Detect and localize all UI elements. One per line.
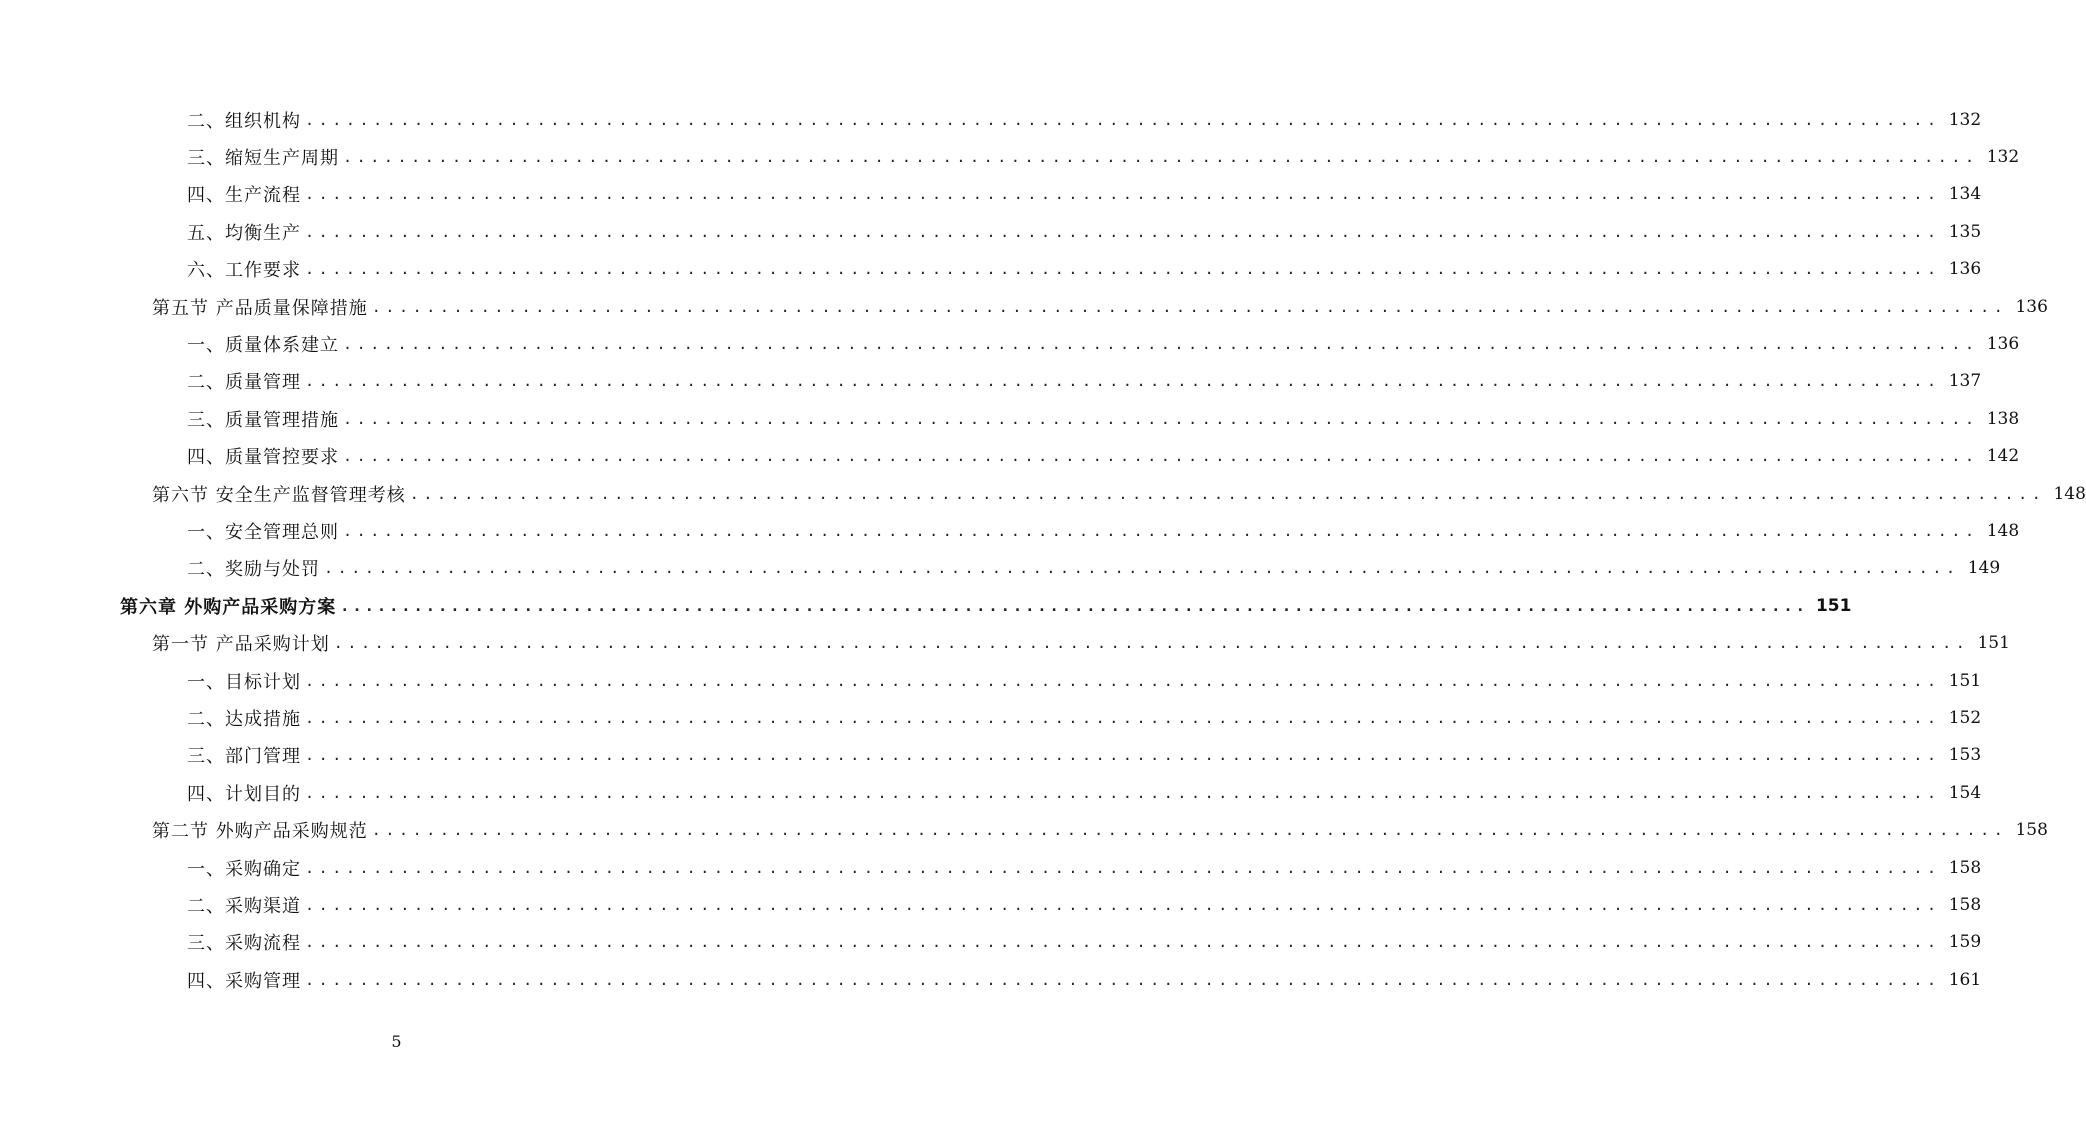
toc-leader-dots: ........................................................................................................................ [333, 634, 1970, 653]
toc-subsection-entry[interactable] [0, 961, 1982, 998]
toc-leader-dots: ........................................................................................................................ [305, 970, 1941, 989]
toc-leader-dots: ........................................................................................................................ [305, 671, 1941, 690]
page-number: 5 [391, 1032, 402, 1051]
toc-leader-dots: ........................................................................................................................ [305, 222, 1941, 241]
toc-entry-label: 二、奖励与处罚 [187, 559, 320, 581]
toc-entry-page: 153 [1948, 745, 1982, 766]
toc-entry-page: 136 [1986, 334, 2020, 355]
toc-leader-dots: ........................................................................................................................ [343, 447, 1979, 466]
toc-subsection-entry[interactable] [0, 213, 1982, 250]
toc-entry-page: 134 [1948, 184, 1982, 205]
toc-section-entry[interactable] [0, 811, 2048, 848]
toc-leader-dots: ........................................................................................................................ [409, 484, 2046, 503]
toc-leader-dots: ........................................................................................................................ [305, 933, 1941, 952]
toc-entry-label: 一、安全管理总则 [187, 521, 339, 543]
toc-subsection-entry[interactable] [0, 138, 2020, 175]
toc-entry-page: 151 [1815, 595, 1852, 616]
toc-entry-page: 138 [1986, 408, 2020, 429]
toc-leader-dots: ........................................................................................................................ [305, 260, 1941, 279]
toc-leader-dots: ........................................................................................................................ [305, 746, 1941, 765]
toc-leader-dots: ........................................................................................................................ [371, 297, 2008, 316]
toc-entry-label: 第二节 外购产品采购规范 [152, 821, 368, 843]
toc-subsection-entry[interactable] [0, 176, 1982, 213]
toc-entry-page: 158 [1948, 894, 1982, 915]
table-of-contents [0, 101, 2086, 998]
toc-entry-label: 四、采购管理 [187, 970, 301, 992]
toc-entry-label: 三、采购流程 [187, 933, 301, 955]
toc-leader-dots: ........................................................................................................................ [371, 821, 2008, 840]
toc-leader-dots: ........................................................................................................................ [343, 521, 1979, 540]
toc-entry-label: 二、采购渠道 [187, 895, 301, 917]
toc-leader-dots: ........................................................................................................................ [324, 559, 1960, 578]
toc-entry-label: 二、组织机构 [187, 110, 301, 132]
toc-leader-dots: ........................................................................................................................ [343, 409, 1979, 428]
toc-entry-label: 一、目标计划 [187, 671, 301, 693]
toc-entry-label: 第五节 产品质量保障措施 [152, 297, 368, 319]
toc-entry-page: 148 [2053, 483, 2086, 504]
toc-entry-page: 152 [1948, 707, 1982, 728]
toc-entry-label: 第六节 安全生产监督管理考核 [152, 484, 406, 506]
toc-subsection-entry[interactable] [0, 363, 1982, 400]
toc-leader-dots: ........................................................................................................................ [305, 858, 1941, 877]
toc-entry-page: 137 [1948, 371, 1982, 392]
toc-entry-label: 二、达成措施 [187, 708, 301, 730]
toc-entry-page: 161 [1948, 969, 1982, 990]
toc-subsection-entry[interactable] [0, 774, 1982, 811]
toc-subsection-entry[interactable] [0, 886, 1982, 923]
toc-entry-page: 132 [1948, 109, 1982, 130]
toc-entry-page: 158 [2015, 820, 2048, 841]
toc-subsection-entry[interactable] [0, 550, 2001, 587]
toc-subsection-entry[interactable] [0, 924, 1982, 961]
toc-entry-page: 136 [1948, 259, 1982, 280]
toc-entry-page: 159 [1948, 932, 1982, 953]
toc-entry-page: 148 [1986, 520, 2020, 541]
toc-entry-page: 151 [1948, 670, 1982, 691]
toc-entry-label: 三、质量管理措施 [187, 409, 339, 431]
toc-subsection-entry[interactable] [0, 662, 1982, 699]
toc-entry-label: 四、计划目的 [187, 783, 301, 805]
toc-entry-label: 六、工作要求 [187, 260, 301, 282]
toc-entry-label: 五、均衡生产 [187, 222, 301, 244]
toc-subsection-entry[interactable] [0, 737, 1982, 774]
toc-subsection-entry[interactable] [0, 512, 2020, 549]
toc-entry-page: 154 [1948, 782, 1982, 803]
toc-entry-page: 151 [1977, 633, 2010, 654]
toc-entry-label: 一、质量体系建立 [187, 335, 339, 357]
toc-subsection-entry[interactable] [0, 849, 1982, 886]
toc-entry-page: 149 [1967, 558, 2001, 579]
toc-entry-page: 142 [1986, 446, 2020, 467]
toc-subsection-entry[interactable] [0, 438, 2020, 475]
toc-entry-label: 三、缩短生产周期 [187, 148, 339, 170]
toc-leader-dots: ........................................................................................................................ [305, 185, 1941, 204]
toc-entry-label: 四、生产流程 [187, 185, 301, 207]
toc-subsection-entry[interactable] [0, 699, 1982, 736]
toc-subsection-entry[interactable] [0, 400, 2020, 437]
toc-leader-dots: ........................................................................................................................ [305, 372, 1941, 391]
toc-leader-dots: ........................................................................................................................ [305, 783, 1941, 802]
toc-leader-dots: ........................................................................................................................ [305, 708, 1941, 727]
toc-leader-dots: ........................................................................................................................ [340, 596, 1808, 615]
toc-entry-page: 158 [1948, 857, 1982, 878]
toc-leader-dots: ........................................................................................................................ [343, 148, 1979, 167]
toc-subsection-entry[interactable] [0, 251, 1982, 288]
toc-chapter-entry[interactable] [0, 587, 1852, 624]
toc-entry-page: 136 [2015, 296, 2048, 317]
toc-entry-label: 三、部门管理 [187, 746, 301, 768]
toc-section-entry[interactable] [0, 288, 2048, 325]
toc-entry-label: 第六章 外购产品采购方案 [120, 596, 337, 618]
toc-subsection-entry[interactable] [0, 325, 2020, 362]
toc-leader-dots: ........................................................................................................................ [343, 335, 1979, 354]
toc-section-entry[interactable] [0, 475, 2086, 512]
toc-section-entry[interactable] [0, 624, 2010, 661]
toc-entry-label: 二、质量管理 [187, 372, 301, 394]
toc-entry-label: 四、质量管控要求 [187, 447, 339, 469]
toc-leader-dots: ........................................................................................................................ [305, 110, 1941, 129]
toc-subsection-entry[interactable] [0, 101, 1982, 138]
toc-entry-label: 第一节 产品采购计划 [152, 634, 330, 656]
toc-leader-dots: ........................................................................................................................ [305, 895, 1941, 914]
toc-entry-label: 一、采购确定 [187, 858, 301, 880]
toc-entry-page: 132 [1986, 147, 2020, 168]
toc-entry-page: 135 [1948, 221, 1982, 242]
